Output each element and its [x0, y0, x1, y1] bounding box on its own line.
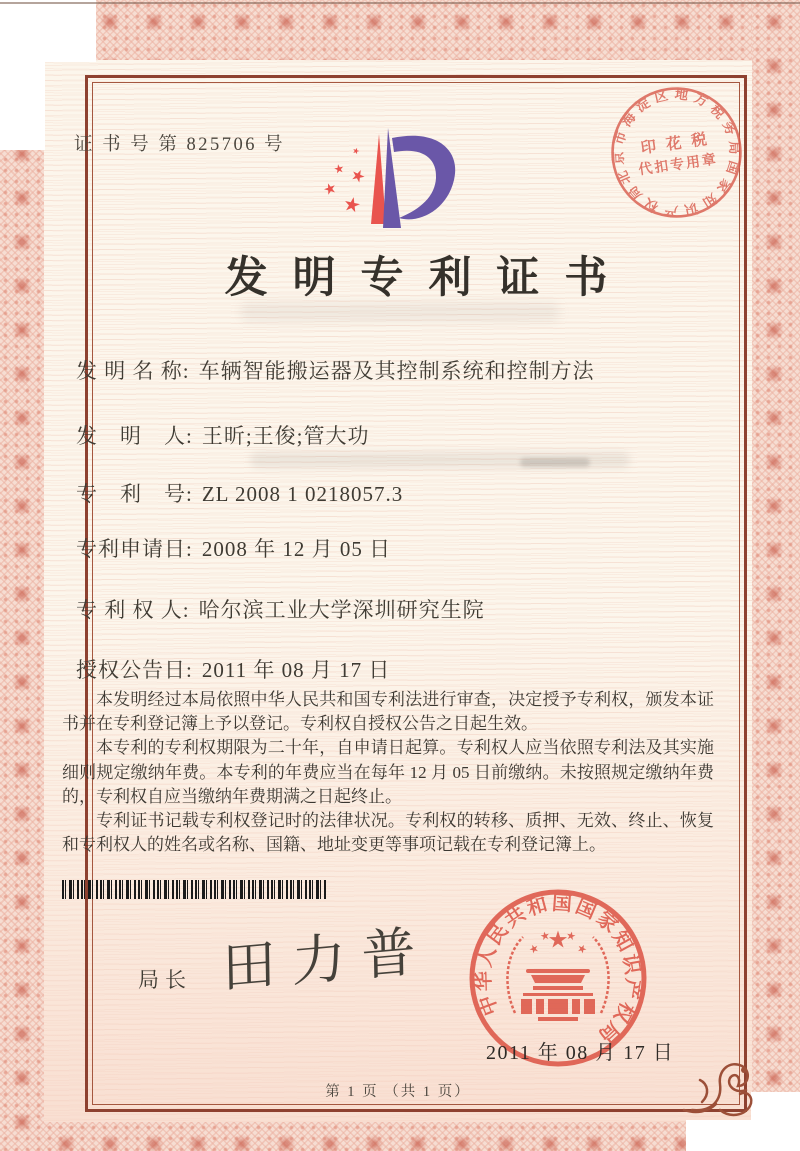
field-label: 专 利 权 人:	[76, 598, 190, 622]
logo-p-bowl	[392, 136, 455, 220]
page-number: 第 1 页 （共 1 页）	[325, 1084, 471, 1100]
seal-ring-text: 中华人民共和国国家知识产权局	[472, 892, 644, 1049]
field-value: 哈尔滨工业大学深圳研究生院	[198, 598, 485, 622]
field-filing-date	[76, 533, 391, 563]
field-value: 车辆智能搬运器及其控制系统和控制方法	[198, 359, 595, 383]
scan-crop-left-top	[0, 0, 45, 150]
scan-smudge	[240, 302, 560, 322]
tax-stamp-center-line1: 印 花 税	[639, 130, 711, 158]
field-label: 发 明 名 称:	[76, 359, 190, 383]
sipo-logo-icon	[299, 126, 499, 240]
legal-paragraph-1: 本发明经过本局依照中华人民共和国专利法进行审查，决定授予专利权，颁发本证书并在专利登记簿上予以登记。专利权自授权公告之日起生效。	[62, 690, 714, 734]
tax-stamp-ring-bottom: 国家知识产权局	[621, 159, 742, 219]
ornamental-border-top	[0, 0, 800, 60]
legal-text	[62, 688, 714, 857]
field-value: ZL 2008 1 0218057.3	[201, 482, 404, 506]
ornamental-border-left	[0, 0, 44, 1151]
certificate-title: 发明专利证书	[224, 255, 633, 302]
ornamental-border-bottom	[0, 1122, 800, 1151]
seal-emblem	[521, 931, 595, 1022]
field-value: 王昕;王俊;管大功	[201, 424, 370, 448]
barcode	[62, 880, 328, 899]
tax-stamp	[583, 59, 769, 245]
field-label: 专利申请日:	[76, 537, 193, 561]
field-value: 2011 年 08 月 17 日	[201, 658, 391, 682]
logo-stars	[323, 147, 367, 213]
field-grant-date	[76, 654, 390, 684]
commissioner-label: 局长	[138, 968, 192, 992]
tax-stamp-ring-top: 北京市海淀区地方税务局	[610, 86, 743, 187]
logo-red-blade	[371, 134, 386, 224]
field-value: 2008 年 12 月 05 日	[201, 537, 392, 561]
certificate-number: 证 书 号 第 825706 号	[74, 135, 286, 155]
field-label: 专 利 号:	[76, 482, 193, 506]
scan-crop-bottom-right	[686, 1120, 800, 1151]
scan-edge-line	[0, 2, 800, 4]
field-inventors	[76, 420, 370, 450]
seal-date: 2011 年 08 月 17 日	[486, 1042, 675, 1064]
field-patent-number	[76, 478, 403, 508]
scan-smudge	[520, 458, 590, 467]
legal-paragraph-2: 本专利的专利权期限为二十年，自申请日起算。专利权人应当依照专利法及其实施细则规定缴纳年费。本专利的年费应当在每年 12 月 05 日前缴纳。未按照规定缴纳年费的，专利权自应当缴纳年费期满之日起终止。	[62, 738, 714, 806]
tax-stamp-center-line2: 代扣专用章	[637, 152, 719, 179]
field-label: 授权公告日:	[76, 658, 193, 682]
commissioner-signature: 田力普	[221, 920, 432, 1000]
field-label: 发 明 人:	[76, 424, 193, 448]
legal-paragraph-3: 专利证书记载专利权登记时的法律状况。专利权的转移、质押、无效、终止、恢复和专利权人的姓名或名称、国籍、地址变更等事项记载在专利登记簿上。	[62, 811, 714, 855]
field-invention-name	[76, 355, 595, 385]
field-patentee	[76, 594, 485, 624]
